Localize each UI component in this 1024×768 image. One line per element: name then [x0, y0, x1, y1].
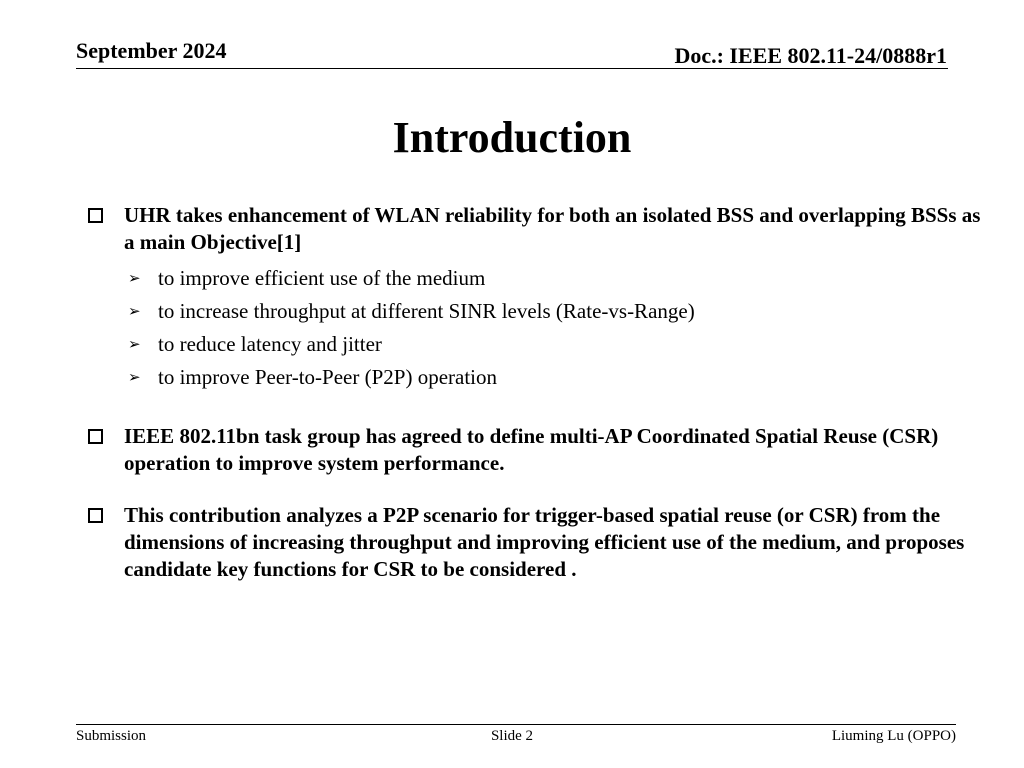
bullet-item: [88, 423, 993, 477]
arrow-bullet-icon: ➢: [128, 302, 141, 320]
sub-bullet-text: to increase throughput at different SINR levels (Rate-vs-Range): [158, 299, 695, 323]
footer-slide-number: Slide 2: [490, 728, 534, 744]
sub-bullet-text: to reduce latency and jitter: [158, 332, 382, 356]
sub-bullet-item: [128, 361, 993, 394]
bullet-item: [88, 202, 993, 256]
bullet-text: IEEE 802.11bn task group has agreed to define multi-AP Coordinated Spatial Reuse (CSR) operation to improve system performance.: [124, 424, 939, 475]
square-bullet-icon: [88, 429, 103, 444]
sub-bullet-item: [128, 295, 993, 328]
sub-bullet-list: [128, 262, 993, 394]
slide-content: [88, 202, 993, 583]
footer-author: Liuming Lu (OPPO): [831, 728, 956, 744]
sub-bullet-text: to improve efficient use of the medium: [158, 266, 486, 290]
arrow-bullet-icon: ➢: [128, 368, 141, 386]
sub-bullet-text: to improve Peer-to-Peer (P2P) operation: [158, 365, 497, 389]
bullet-text: UHR takes enhancement of WLAN reliability for both an isolated BSS and overlapping BSSs as a main Objective[1]: [124, 203, 981, 254]
header-divider: [76, 68, 948, 69]
arrow-bullet-icon: ➢: [128, 269, 141, 287]
slide-title: Introduction: [392, 113, 632, 162]
header-date: September 2024: [76, 38, 227, 63]
bullet-text: This contribution analyzes a P2P scenario for trigger-based spatial reuse (or CSR) from the dimensions of increasing throughput and improving efficient use of the medium, and proposes candidate key functions for CSR to be considered .: [124, 503, 965, 581]
bullet-body: [124, 202, 993, 256]
square-bullet-icon: [88, 208, 103, 223]
arrow-bullet-icon: ➢: [128, 335, 141, 353]
footer-divider: [76, 724, 956, 725]
footer-submission: Submission: [76, 728, 147, 744]
bullet-item: [88, 502, 993, 583]
square-bullet-icon: [88, 508, 103, 523]
sub-bullet-item: [128, 328, 993, 361]
header-doc-id: Doc.: IEEE 802.11-24/0888r1: [674, 43, 947, 68]
sub-bullet-item: [128, 262, 993, 295]
